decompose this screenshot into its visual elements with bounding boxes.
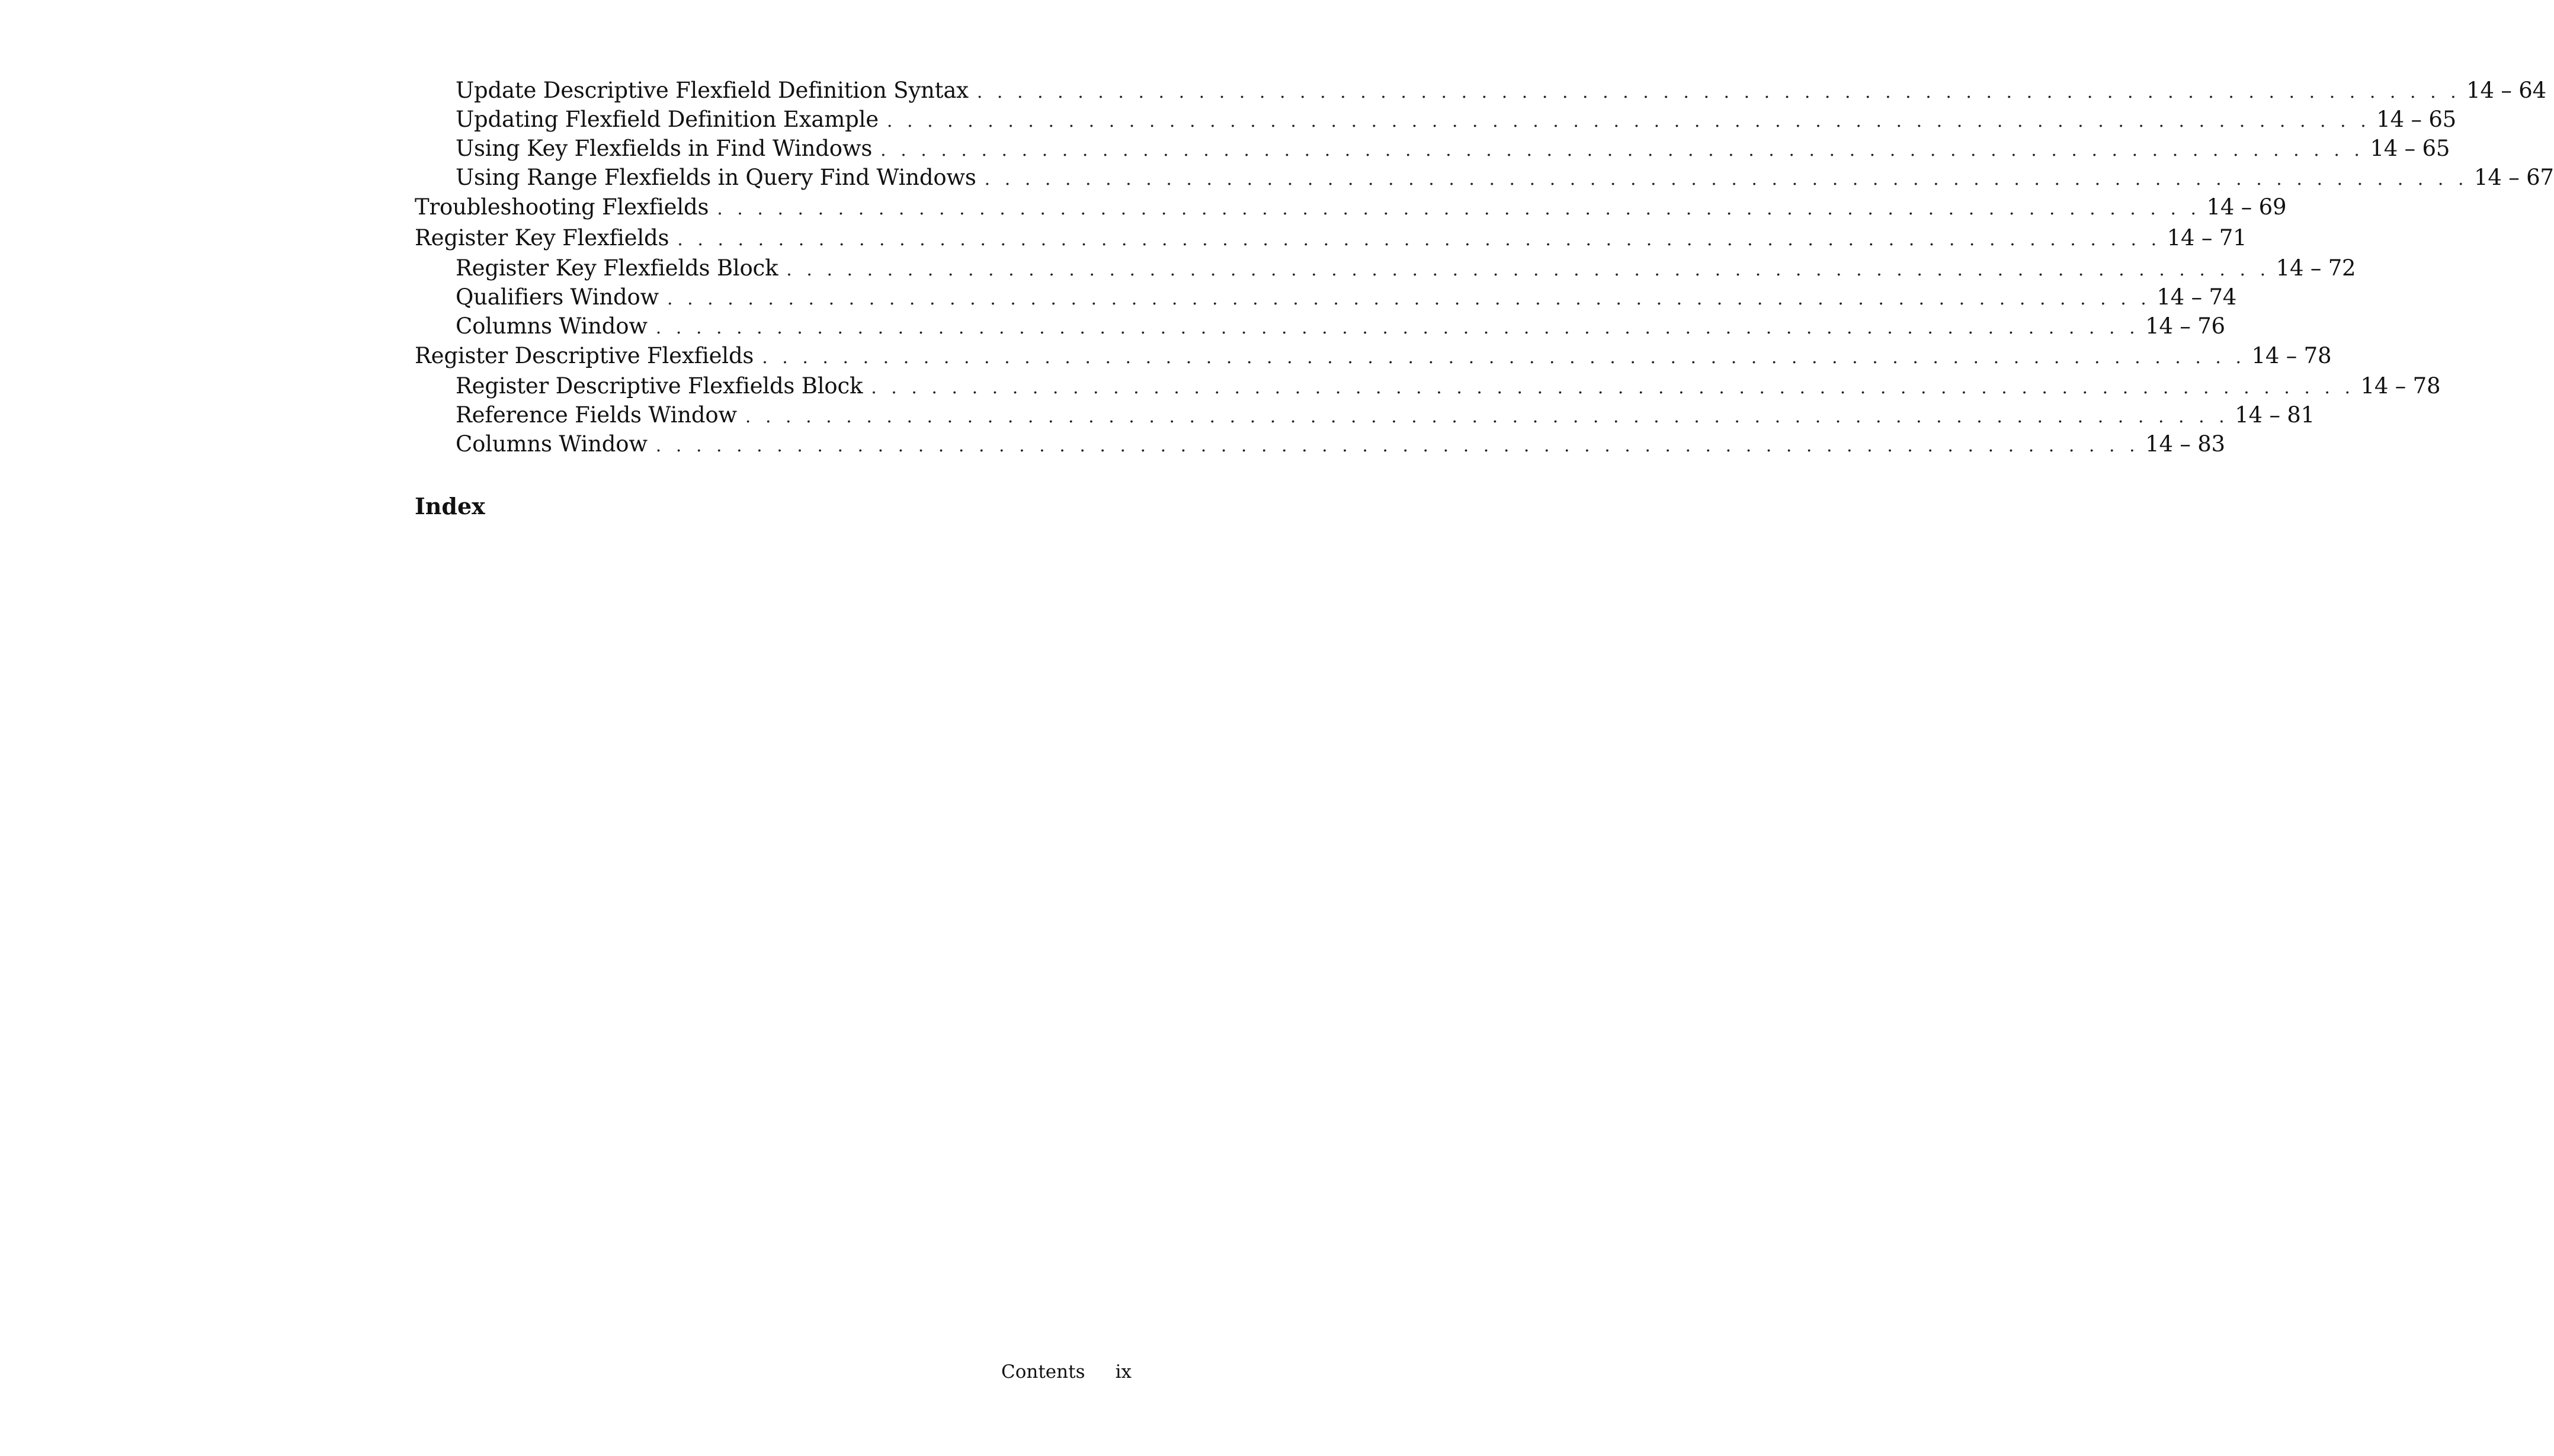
toc-dot-leader: . . . . . . . . . . . . . . . . . . . . . . . . . . . . . . . . . . . . . . . . . . . . . . . . . . . . . . . . . . . . . . . . . . . . . . . . . .	[976, 82, 2461, 102]
toc-entry[interactable]	[415, 341, 2332, 371]
toc-entry-title: Using Range Flexfields in Query Find Windows	[456, 165, 976, 190]
toc-dot-leader: . . . . . . . . . . . . . . . . . . . . . . . . . . . . . . . . . . . . . . . . . . . . . . . . . . . . . . . . . . . . . . . . . . . . . . . . . .	[745, 406, 2229, 427]
toc-entry[interactable]	[415, 76, 2546, 105]
toc-entry-page: 14 – 76	[2145, 313, 2225, 339]
toc-dot-leader: . . . . . . . . . . . . . . . . . . . . . . . . . . . . . . . . . . . . . . . . . . . . . . . . . . . . . . . . . . . . . . . . . . . . . . . . . .	[655, 435, 2140, 456]
toc-entry-page: 14 – 78	[2360, 373, 2441, 399]
toc-dot-leader: . . . . . . . . . . . . . . . . . . . . . . . . . . . . . . . . . . . . . . . . . . . . . . . . . . . . . . . . . . . . . . . . . . . . . . . . . .	[717, 198, 2201, 219]
footer-page-number: ix	[1115, 1361, 1132, 1383]
index-heading[interactable]: Index	[415, 493, 485, 519]
toc-dot-leader: . . . . . . . . . . . . . . . . . . . . . . . . . . . . . . . . . . . . . . . . . . . . . . . . . . . . . . . . . . . . . . . . . . . . . . . . . .	[880, 140, 2364, 161]
toc-entry-title: Register Descriptive Flexfields Block	[456, 373, 863, 399]
footer-section-label: Contents	[1001, 1361, 1085, 1383]
toc-entry[interactable]	[415, 192, 2287, 223]
toc-entry-page: 14 – 81	[2235, 402, 2315, 428]
toc-entry-title: Using Key Flexfields in Find Windows	[456, 136, 873, 161]
toc-entry-page: 14 – 67	[2473, 165, 2554, 190]
toc-dot-leader: . . . . . . . . . . . . . . . . . . . . . . . . . . . . . . . . . . . . . . . . . . . . . . . . . . . . . . . . . . . . . . . . . . . . . . . . . .	[667, 288, 2151, 309]
toc-entry[interactable]	[415, 283, 2237, 312]
toc-entry-page: 14 – 74	[2156, 284, 2237, 310]
toc-entry[interactable]	[415, 371, 2441, 400]
toc-dot-leader: . . . . . . . . . . . . . . . . . . . . . . . . . . . . . . . . . . . . . . . . . . . . . . . . . . . . . . . . . . . . . . . . . . . . . . . . . .	[655, 318, 2140, 338]
toc-entry[interactable]	[415, 134, 2450, 163]
toc-dot-leader: . . . . . . . . . . . . . . . . . . . . . . . . . . . . . . . . . . . . . . . . . . . . . . . . . . . . . . . . . . . . . . . . . . . . . . . . . .	[984, 169, 2468, 190]
toc-entry[interactable]	[415, 400, 2315, 429]
toc-entry[interactable]	[415, 163, 2554, 192]
toc-entry-title: Register Key Flexfields	[415, 225, 669, 251]
toc-entry[interactable]	[415, 254, 2356, 283]
toc-dot-leader: . . . . . . . . . . . . . . . . . . . . . . . . . . . . . . . . . . . . . . . . . . . . . . . . . . . . . . . . . . . . . . . . . . . . . . . . . .	[886, 111, 2371, 132]
toc-entry-title: Update Descriptive Flexfield Definition Syntax	[456, 78, 969, 103]
toc-entry[interactable]	[415, 312, 2225, 341]
toc-entry-title: Columns Window	[456, 313, 648, 339]
toc-entry-page: 14 – 65	[2376, 107, 2457, 132]
toc-dot-leader: . . . . . . . . . . . . . . . . . . . . . . . . . . . . . . . . . . . . . . . . . . . . . . . . . . . . . . . . . . . . . . . . . . . . . . . . . .	[871, 377, 2355, 398]
toc-entry-title: Columns Window	[456, 431, 648, 457]
toc-entry-page: 14 – 65	[2370, 136, 2450, 161]
toc-entry-page: 14 – 72	[2276, 255, 2356, 281]
toc-entry-title: Updating Flexfield Definition Example	[456, 107, 879, 132]
toc-entry-page: 14 – 83	[2145, 431, 2225, 457]
toc-entry-title: Troubleshooting Flexfields	[415, 194, 709, 220]
toc-entry-page: 14 – 78	[2251, 343, 2332, 368]
toc-dot-leader: . . . . . . . . . . . . . . . . . . . . . . . . . . . . . . . . . . . . . . . . . . . . . . . . . . . . . . . . . . . . . . . . . . . . . . . . . .	[762, 347, 2246, 368]
toc-entry[interactable]	[415, 223, 2247, 254]
toc-entry-page: 14 – 64	[2466, 78, 2546, 103]
page-footer	[1001, 1361, 1132, 1383]
toc-dot-leader: . . . . . . . . . . . . . . . . . . . . . . . . . . . . . . . . . . . . . . . . . . . . . . . . . . . . . . . . . . . . . . . . . . . . . . . . . .	[786, 259, 2270, 280]
toc-entry-title: Reference Fields Window	[456, 402, 737, 428]
toc-dot-leader: . . . . . . . . . . . . . . . . . . . . . . . . . . . . . . . . . . . . . . . . . . . . . . . . . . . . . . . . . . . . . . . . . . . . . . . . . .	[677, 229, 2161, 250]
table-of-contents	[415, 76, 2554, 458]
toc-entry[interactable]	[415, 105, 2457, 134]
toc-entry-title: Register Key Flexfields Block	[456, 255, 778, 281]
toc-entry-page: 14 – 69	[2206, 194, 2287, 220]
toc-entry-title: Register Descriptive Flexfields	[415, 343, 754, 368]
toc-entry-page: 14 – 71	[2167, 225, 2247, 251]
toc-entry-title: Qualifiers Window	[456, 284, 659, 310]
toc-entry[interactable]	[415, 429, 2225, 458]
